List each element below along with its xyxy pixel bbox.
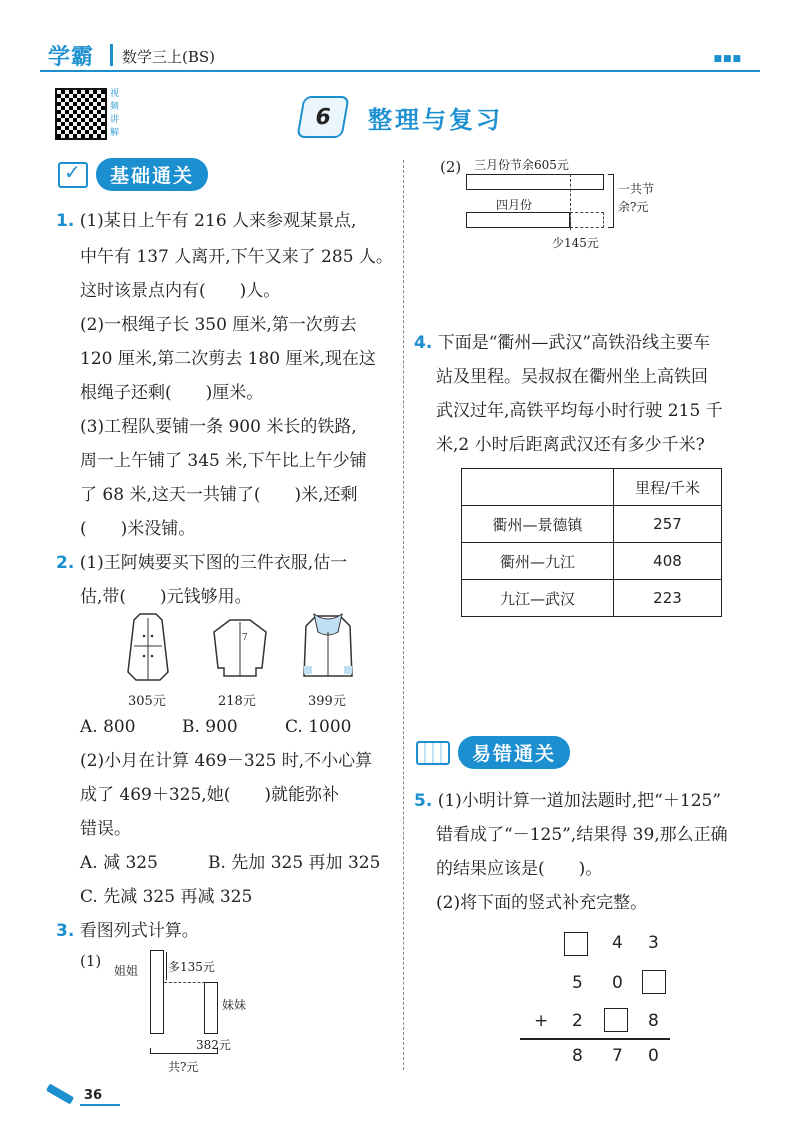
table-header-row [462, 469, 722, 506]
blank-box[interactable] [642, 970, 666, 994]
chapter-heading [300, 96, 503, 138]
table-cell: 223 [614, 580, 722, 617]
q2-option-2b: B. 先加 325 再加 325 [208, 853, 381, 873]
q2-line-5: 错误。 [80, 819, 131, 839]
qr-label: 视频讲解 [110, 89, 120, 138]
q5-line-3: 的结果应该是( )。 [436, 859, 603, 879]
digit: 0 [612, 973, 623, 993]
q5-line-1: 5. (1)小明计算一道加法题时,把“＋125” [414, 791, 722, 811]
q1-line-9: 了 68 米,这天一共铺了( )米,还剩 [80, 485, 358, 505]
younger-bar [204, 982, 218, 1034]
page-number: 36 [84, 1088, 103, 1103]
q5-line-4: (2)将下面的竖式补充完整。 [436, 893, 648, 913]
section-error [416, 736, 570, 769]
price-1: 305元 [128, 694, 166, 709]
logo-divider [110, 44, 113, 66]
jacket-icon [212, 618, 268, 678]
more-bracket [166, 952, 167, 980]
sister-label: 姐姐 [114, 964, 139, 978]
younger-label: 妹妹 [222, 998, 247, 1012]
total2-label-2: 余?元 [618, 200, 649, 214]
route-table [461, 468, 722, 617]
subject-title: 数学三上(BS) [122, 48, 216, 66]
less-label: 少145元 [552, 236, 599, 250]
q2-option-2c: C. 先减 325 再减 325 [80, 887, 253, 907]
more-label: 多135元 [168, 960, 215, 974]
april-label: 四月份 [496, 198, 533, 212]
q3-line-1: 3. 看图列式计算。 [56, 921, 199, 941]
digit: 0 [648, 1046, 659, 1066]
q1-line-5: 120 厘米,第二次剪去 180 厘米,现在这 [80, 349, 376, 369]
section-basic [58, 158, 208, 191]
table-row [462, 543, 722, 580]
table-cell: 衢州—九江 [462, 543, 614, 580]
qr-code-icon[interactable] [55, 88, 107, 140]
sum-line [520, 1038, 670, 1040]
april-bar [466, 212, 570, 228]
table-cell: 408 [614, 543, 722, 580]
march-label: 三月份节余605元 [474, 158, 569, 172]
q4-line-4: 米,2 小时后距离武汉还有多少千米? [436, 435, 705, 455]
q1-line-10: ( )米没铺。 [80, 519, 196, 539]
digit: 2 [572, 1011, 583, 1031]
q2-line-4: 成了 469＋325,她( )就能弥补 [80, 785, 339, 805]
table-row [462, 580, 722, 617]
q2-option-c: C. 1000 [285, 717, 352, 737]
table-cell: 衢州—景德镇 [462, 506, 614, 543]
column-divider [403, 160, 404, 1070]
q4-number: 4. [414, 333, 433, 353]
q1-line-7: (3)工程队要铺一条 900 米长的铁路, [80, 417, 357, 437]
checklist-icon [58, 162, 88, 188]
pencil-icon [46, 1084, 74, 1105]
q2-line-1: 2. (1)王阿姨要买下图的三件衣服,估一 [56, 553, 348, 573]
q1-line-1: 1. (1)某日上午有 216 人来参观某景点, [56, 211, 357, 231]
section-basic-label: 基础通关 [96, 158, 208, 191]
april-missing-part [570, 212, 604, 228]
blank-box[interactable] [564, 932, 588, 956]
page-header [40, 38, 760, 76]
q3-part1-label: (1) [80, 952, 102, 970]
total2-label-1: 一共节 [618, 182, 655, 196]
total-brace [150, 1048, 218, 1054]
sister-bar [150, 950, 164, 1034]
q1-line-3: 这时该景点内有( )人。 [80, 281, 281, 301]
q4-line-2: 站及里程。吴叔叔在衢州坐上高铁回 [436, 367, 708, 387]
digit: 7 [612, 1046, 623, 1066]
digit: 3 [648, 933, 659, 953]
q4-line-1: 4. 下面是“衢州—武汉”高铁沿线主要车 [414, 333, 711, 353]
q1-line-4: (2)一根绳子长 350 厘米,第一次剪去 [80, 315, 357, 335]
chapter-title: 整理与复习 [368, 105, 503, 134]
price-2: 218元 [218, 694, 256, 709]
trench-coat-icon [124, 612, 172, 682]
digit: 8 [648, 1011, 659, 1031]
march-bar [466, 174, 604, 190]
header-decoration: ■■■ [713, 54, 742, 64]
header-rule [40, 70, 760, 72]
table-cell: 九江—武汉 [462, 580, 614, 617]
q1-line-8: 周一上午铺了 345 米,下午比上午少铺 [80, 451, 367, 471]
total-brace-right [608, 174, 614, 228]
price-3: 399元 [308, 694, 346, 709]
book-icon [416, 741, 450, 765]
q2-number: 2. [56, 553, 75, 573]
q1-line-6: 根绳子还剩( )厘米。 [80, 383, 264, 403]
chapter-number: 6 [296, 96, 349, 138]
fur-coat-icon [302, 610, 354, 682]
total-label: 共?元 [168, 1060, 199, 1074]
section-error-label: 易错通关 [458, 736, 570, 769]
table-header-cell: 里程/千米 [614, 469, 722, 506]
digit: 4 [612, 933, 623, 953]
younger-value: 382元 [196, 1038, 231, 1052]
q1-number: 1. [56, 211, 75, 231]
q3-number: 3. [56, 921, 75, 941]
digit: 8 [572, 1046, 583, 1066]
q2-option-2a: A. 减 325 [80, 853, 158, 873]
digit: 5 [572, 973, 583, 993]
q5-number: 5. [414, 791, 433, 811]
q5-line-2: 错看成了“－125”,结果得 39,那么正确 [436, 825, 728, 845]
q3-part2-label: (2) [440, 158, 462, 176]
svg-text:7: 7 [242, 633, 248, 643]
q2-line-3: (2)小月在计算 469－325 时,不小心算 [80, 751, 373, 771]
table-row [462, 506, 722, 543]
q4-line-3: 武汉过年,高铁平均每小时行驶 215 千 [436, 401, 723, 421]
blank-box[interactable] [604, 1008, 628, 1032]
q2-option-b: B. 900 [182, 717, 238, 737]
q1-line-2: 中午有 137 人离开,下午又来了 285 人。 [80, 247, 393, 267]
footer-rule [80, 1104, 120, 1106]
table-cell: 257 [614, 506, 722, 543]
brand-logo: 学霸 [48, 45, 95, 70]
plus-sign: + [534, 1011, 549, 1031]
table-header-cell [462, 469, 614, 506]
q2-line-2: 估,带( )元钱够用。 [80, 587, 252, 607]
q2-option-a: A. 800 [80, 717, 136, 737]
